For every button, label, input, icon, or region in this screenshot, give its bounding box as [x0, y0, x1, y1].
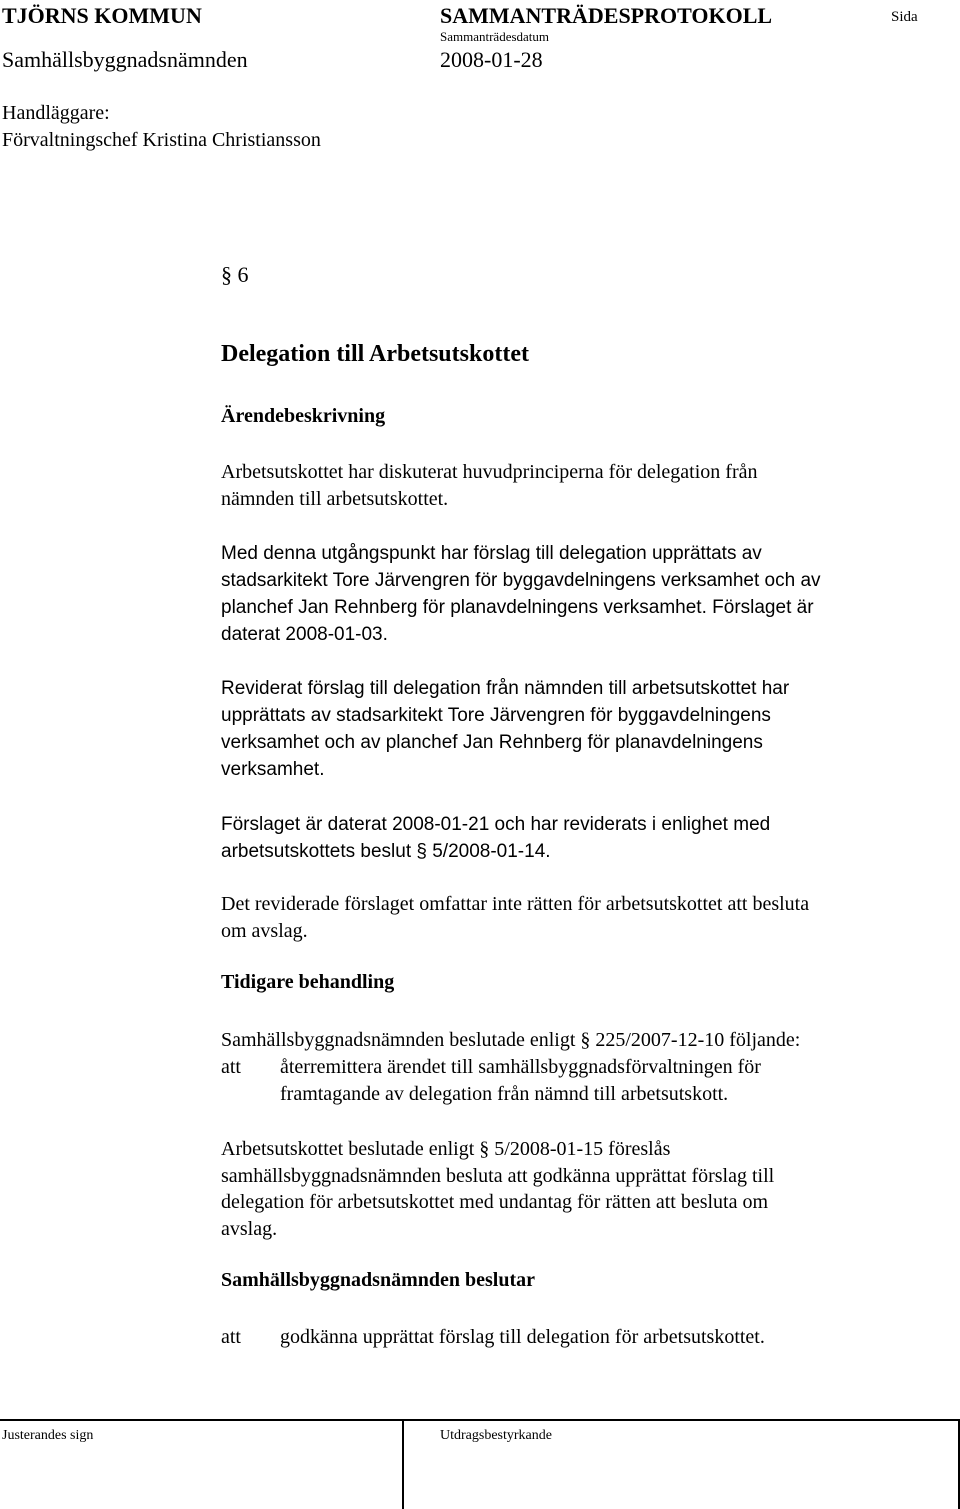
previous-paragraph-2: Arbetsutskottet beslutade enligt § 5/2008-01-15 föreslås samhällsbyggnadsnämnden besluta att godkänna upprättat förslag till delegation för arbetsutskottet med undantag för rätten att besluta om avslag. [221, 1138, 775, 1240]
att-text: godkänna upprättat förslag till delegation för arbetsutskottet. [280, 1326, 765, 1348]
meeting-date: 2008-01-28 [440, 47, 543, 72]
section-title: Delegation till Arbetsutskottet [221, 341, 529, 367]
meeting-date-label: Sammanträdesdatum [440, 29, 550, 44]
previous-att-clause [221, 1054, 941, 1108]
previous-paragraph-1: Samhällsbyggnadsnämnden beslutade enligt § 225/2007-12-10 följande: [221, 1029, 801, 1051]
paragraph-number: § 6 [221, 262, 249, 287]
handler-name: Förvaltningschef Kristina Christiansson [2, 129, 321, 151]
description-paragraph-5: Det reviderade förslaget omfattar inte rätten för arbetsutskottet att besluta om avslag. [221, 893, 810, 942]
heading-description: Ärendebeskrivning [221, 405, 386, 427]
heading-previous-handling: Tidigare behandling [221, 971, 395, 993]
description-paragraph-1: Arbetsutskottet har diskuterat huvudprinciperna för delegation från nämnden till arbetsutskottet. [221, 461, 758, 510]
description-paragraph-4: Förslaget är daterat 2008-01-21 och har reviderats i enlighet med arbetsutskottets beslut § 5/2008-01-14. [221, 814, 771, 862]
decision-att-clause [221, 1324, 941, 1352]
att-word: att [221, 1326, 241, 1348]
sign-label: Justerandes sign [2, 1428, 94, 1443]
organization-name: TJÖRNS KOMMUN [2, 3, 202, 28]
description-paragraph-2: Med denna utgångspunkt har förslag till delegation upprättats av stadsarkitekt Tore Järvengren för byggavdelningens verksamhet och av planchef Jan Rehnberg för planavdelningens verksamhet. Förslaget är daterat 2008-01-03. [221, 543, 821, 645]
extract-label: Utdragsbestyrkande [440, 1428, 552, 1443]
page-label: Sida [891, 9, 918, 25]
att-text: återremittera ärendet till samhällsbyggnadsförvaltningen för framtagande av delegation från nämnd till arbetsutskott. [280, 1056, 761, 1105]
footer-divider [0, 1419, 960, 1421]
att-word: att [221, 1056, 241, 1078]
heading-decision: Samhällsbyggnadsnämnden beslutar [221, 1269, 535, 1291]
document-type: SAMMANTRÄDESPROTOKOLL [440, 3, 773, 28]
handler-label: Handläggare: [2, 102, 110, 124]
footer-column-divider [402, 1421, 404, 1509]
description-paragraph-3: Reviderat förslag till delegation från nämnden till arbetsutskottet har upprättats av stadsarkitekt Tore Järvengren för byggavdelningens verksamhet och av planchef Jan Rehnberg för planavdelningens verksamhet. [221, 678, 790, 780]
board-name: Samhällsbyggnadsnämnden [2, 47, 248, 72]
